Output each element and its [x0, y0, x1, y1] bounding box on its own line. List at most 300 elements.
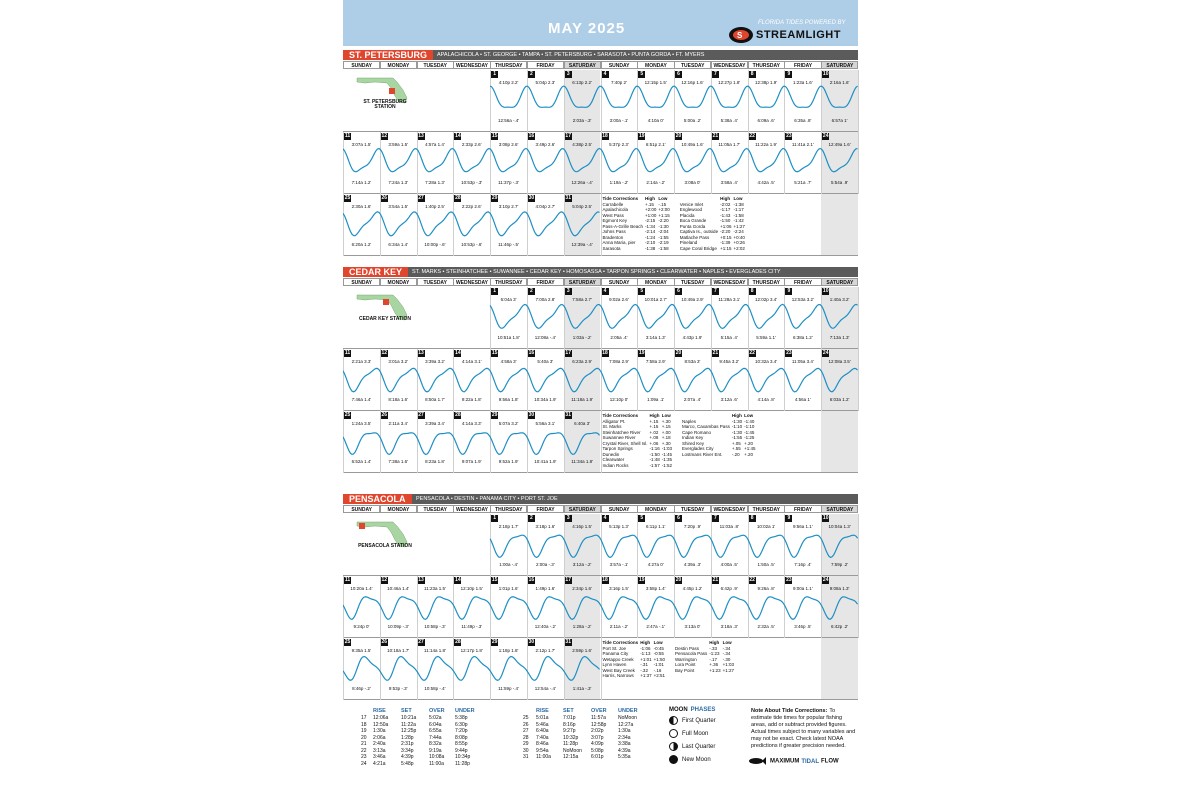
sun-moon-cell: 11:22a [401, 721, 416, 728]
low-tide: 4:43p 1.9' [682, 335, 703, 340]
sun-moon-cell: 3:07p [591, 734, 604, 741]
correction-cell: Bay Point [674, 667, 695, 673]
correction-cell: +1:15 [658, 212, 670, 218]
day-number: 8 [749, 71, 756, 78]
tide-corrections [603, 640, 737, 679]
day-number: 23 [786, 577, 792, 583]
day-number: 3 [565, 71, 572, 78]
low-tide: 10:00p -.6' [424, 242, 446, 247]
low-tide: 3:12a .6' [720, 397, 738, 402]
high-tide: 3:58p 1.4' [645, 586, 666, 591]
high-tide: 12:38p 1.9' [754, 80, 778, 85]
sun-moon-cell: 8:32a [429, 741, 442, 747]
sun-moon-cell: 10:21a [401, 715, 417, 721]
low-tide: 5:15a .4' [720, 335, 738, 340]
sun-moon-header: SET [563, 708, 574, 714]
day-number: 20 [675, 133, 682, 139]
correction-cell: +.55 [731, 446, 741, 451]
moon-phase-label: New Moon [682, 757, 711, 764]
day-number: 4 [602, 71, 609, 78]
correction-cell: Port St. Joe [602, 645, 627, 651]
sun-moon-cell: 28 [523, 734, 529, 741]
low-tide: 5:00a .2' [683, 118, 702, 123]
low-tide: 5:38a .4' [720, 118, 738, 123]
correction-cell: -1:24 [645, 234, 656, 240]
weekday-label: TUESDAY [674, 278, 711, 286]
tide-curve [343, 212, 600, 236]
weekday-label: SUNDAY [343, 505, 380, 513]
low-tide: 3:12a -.2' [572, 562, 592, 567]
correction-cell: +2:51 [653, 673, 665, 678]
high-tide: 4:57a 1.4' [425, 142, 445, 147]
weekday-label: SUNDAY [343, 278, 380, 286]
weekday-label: FRIDAY [527, 278, 564, 286]
sun-moon-cell: 19 [361, 728, 367, 734]
high-tide: 3:39a 3.4' [425, 421, 445, 426]
day-number: 20 [675, 577, 682, 583]
station-name: CEDAR KEY [343, 267, 408, 277]
tide-curve [343, 597, 858, 620]
sun-moon-cell: 9:27p [563, 728, 576, 734]
correction-cell: -1:13 [640, 651, 651, 656]
correction-cell: West Pass [602, 212, 624, 218]
correction-cell: +.15 [661, 424, 671, 429]
day-number: 19 [639, 350, 645, 356]
correction-row [603, 246, 672, 252]
florida-map [355, 518, 415, 558]
day-number: 28 [455, 412, 461, 418]
tide-curve [490, 535, 857, 557]
correction-cell: +1:37 [640, 673, 652, 678]
correction-cell: Dunedin [602, 451, 620, 457]
low-tide: 6:09a .6' [757, 118, 775, 123]
streamlight-logo-icon [728, 26, 754, 44]
correction-cell: Panama City [602, 651, 629, 656]
high-tide: 10:18a 1.7' [387, 648, 410, 653]
correction-cell: Bradenton [602, 234, 624, 240]
day-number: 6 [675, 71, 682, 78]
correction-cell: +.06 [649, 440, 659, 446]
low-tide: 3:18a .3' [720, 624, 738, 629]
weekday-label: FRIDAY [784, 278, 821, 286]
low-tide: 1:50a .5' [757, 562, 775, 567]
sun-moon-cell: 5:01a [536, 715, 549, 721]
sun-moon-cell: 3:46a [373, 754, 386, 760]
day-number: 20 [675, 350, 682, 356]
day-number: 13 [418, 350, 424, 356]
low-tide: 6:35a .8' [794, 118, 812, 123]
weekday-label: WEDNESDAY [711, 278, 748, 286]
corrections-title: Tide Corrections [602, 196, 639, 201]
tide-calendar-sheet [343, 0, 858, 800]
day-number: 17 [565, 577, 571, 583]
high-tide: 12:49a 1.6' [828, 142, 851, 147]
section-towns: PENSACOLA • DESTIN • PANAMA CITY • PORT ST. JOE [416, 496, 558, 502]
weekday-label: SATURDAY [564, 278, 601, 286]
correction-cell: -1:39 [720, 240, 731, 245]
sun-moon-cell: 30 [523, 747, 529, 754]
day-number: 9 [785, 71, 792, 78]
low-tide: 5:59a 1.1' [756, 335, 776, 340]
high-tide: 7:40p 2' [610, 80, 627, 85]
low-col-label: Low [661, 413, 671, 418]
correction-cell: Lostmans River Ent. [682, 451, 723, 457]
low-tide: 6:38a 1.2' [792, 335, 813, 340]
low-tide: 2:05a .4' [610, 335, 628, 340]
day-number: 14 [455, 577, 461, 583]
low-tide: 6:34a 1.4' [388, 242, 408, 247]
correction-cell: -1:23 [709, 651, 720, 656]
correction-cell: -1:40 [744, 418, 755, 424]
weekday-label: SUNDAY [601, 278, 638, 286]
day-number: 10 [822, 515, 829, 521]
correction-cell: -1:30 [731, 418, 743, 424]
correction-cell: -1:50 [720, 218, 731, 223]
correction-cell: -1:45 [744, 429, 755, 435]
low-tide: 12:54a -.4' [534, 686, 556, 691]
correction-cell: -2:04 [658, 229, 669, 234]
day-number: 26 [381, 412, 388, 418]
day-number: 22 [749, 577, 755, 583]
correction-cell: +.15 [649, 424, 659, 429]
sun-moon-cell: 9:54a [536, 747, 549, 754]
correction-cell: +.02 [649, 429, 659, 435]
high-tide: 2:34p 1.6' [572, 586, 592, 591]
sun-moon-panel [343, 706, 858, 800]
tide-section [343, 267, 858, 473]
correction-cell: +0:26 [733, 240, 745, 245]
correction-cell: +2:00 [645, 207, 657, 212]
sun-moon-cell: 11:00a [536, 754, 551, 760]
sun-moon-header: UNDER [618, 708, 638, 714]
sun-moon-cell: 9:44p [455, 747, 468, 754]
correction-cell: -1:58 [733, 212, 744, 218]
day-number: 17 [565, 133, 571, 139]
high-tide: 10:01a 2.7' [644, 297, 667, 302]
high-tide: 8:53a 3' [684, 359, 701, 364]
sun-moon-cell: 18 [361, 721, 367, 728]
correction-cell: Captiva Is., outside [679, 229, 719, 234]
low-tide: 10:58p -.4' [424, 686, 446, 691]
day-number: 17 [565, 350, 571, 356]
low-tide: 3:58a .4' [720, 180, 738, 185]
low-tide: 10:51a 1.8' [497, 335, 520, 340]
sun-moon-cell: 12:50a [373, 721, 389, 728]
weekday-label: THURSDAY [748, 505, 785, 513]
sun-moon-cell: 12:15a [563, 754, 579, 760]
day-divider [858, 70, 859, 132]
low-tide: 3:57a -.1' [609, 562, 629, 567]
moon-phase-icon [669, 755, 678, 764]
high-tide: 2:30a 1.6' [351, 204, 372, 209]
moon-phase-item [669, 755, 711, 765]
low-tide: 12:10p 0' [609, 397, 629, 402]
day-number: 10 [822, 71, 829, 77]
correction-cell: +1:01 [640, 656, 652, 662]
streamlight-logo [728, 26, 858, 44]
low-tide: 9:56a 1.8' [498, 397, 519, 402]
high-tide: 2:33p 2.6' [461, 142, 482, 147]
sun-moon-cell: 27 [523, 728, 529, 734]
day-number: 23 [786, 350, 792, 356]
low-tide: 10:58p -.3' [424, 624, 446, 629]
svg-text:S: S [737, 31, 743, 40]
high-tide: 4:58a 3' [500, 359, 517, 364]
correction-row [603, 673, 667, 679]
tide-grid [343, 287, 858, 473]
low-tide: 8:18a 1.6' [388, 397, 408, 402]
low-tide: 9:22a 1.8' [461, 397, 482, 402]
correction-cell: Marco, Caxambas Pass [682, 424, 730, 429]
low-tide: 11:34a 1.8' [571, 459, 593, 464]
correction-cell: Carrabelle [602, 201, 624, 207]
sun-moon-cell: 9:19a [429, 747, 442, 754]
high-tide: 9:26a .8' [757, 586, 775, 591]
correction-cell: -1:17 [733, 207, 744, 212]
low-tide: 12:56a -.4' [497, 118, 520, 123]
tide-grid [343, 70, 858, 256]
correction-cell: Alligator Pt. [602, 418, 626, 424]
weekday-label: SUNDAY [601, 61, 638, 69]
weekday-label: TUESDAY [417, 505, 454, 513]
high-tide: 7:20p .9' [683, 524, 702, 529]
sun-moon-cell: 7:44a [429, 734, 442, 741]
correction-cell: +1:45 [744, 446, 756, 451]
high-tide: 4:38p 2.5' [572, 142, 592, 147]
fish-icon [748, 757, 766, 765]
sun-moon-cell: 10:34p [455, 754, 471, 760]
correction-cell: -1:52 [661, 462, 673, 468]
sun-moon-cell: 12:06a [373, 715, 389, 721]
low-col-label: Low [744, 413, 754, 418]
correction-cell: -1:38 [645, 245, 656, 251]
correction-cell: -1:30 [658, 223, 669, 229]
moon-phase-item [669, 716, 716, 726]
correction-cell: -2:19 [658, 240, 669, 245]
sun-moon-cell: 3:34p [401, 747, 414, 754]
weekday-label: THURSDAY [748, 278, 785, 286]
high-tide: 1:49p 1.6' [535, 586, 556, 591]
day-number: 25 [344, 639, 351, 645]
tide-section [343, 50, 858, 256]
sun-moon-header: RISE [536, 708, 549, 714]
high-tide: 4:10p 2.2' [498, 80, 519, 85]
moon-phase-label: First Quarter [682, 718, 716, 725]
high-tide: 3:59a 1.5' [388, 142, 408, 147]
correction-cell: Destin Pass [674, 645, 699, 651]
day-number: 7 [712, 515, 719, 522]
tide-section [343, 494, 858, 700]
high-tide: 4:14a 3.1' [461, 359, 482, 364]
day-number: 16 [528, 350, 535, 356]
day-number: 25 [344, 195, 351, 201]
correction-cell: Apalachicola [602, 207, 629, 212]
high-col-label: High [709, 640, 720, 645]
correction-cell: +2:00 [658, 207, 670, 212]
tide-correction-note [751, 708, 856, 750]
day-number: 15 [491, 350, 498, 356]
high-tide: 1:18p 1.8' [498, 648, 519, 653]
high-tide: 10:20a 1.4' [350, 586, 373, 591]
sun-moon-cell: 7:01p [563, 715, 576, 721]
correction-cell: -1:06 [640, 645, 651, 651]
moon-phase-item [669, 742, 715, 752]
high-tide: 9:45a 3.2' [719, 359, 740, 364]
high-tide: 6:13p 2.2' [572, 80, 592, 85]
station-label: CEDAR KEY STATION [359, 316, 411, 322]
low-tide: 9:52a 1.9' [498, 459, 519, 464]
correction-cell: Shired Key [682, 440, 705, 446]
sun-moon-cell: 5:35a [618, 754, 631, 760]
low-tide: 7:16p .4' [794, 562, 812, 567]
correction-cell: -2:14 [645, 229, 656, 234]
correction-cell: Placida [679, 212, 695, 218]
correction-cell: +.00 [661, 429, 671, 435]
weekday-label: SUNDAY [601, 505, 638, 513]
florida-map [355, 74, 415, 114]
high-tide: 6:40a 3' [574, 421, 591, 426]
day-divider [858, 514, 859, 576]
sun-moon-cell: NoMoon [563, 747, 582, 754]
tide-curve [343, 368, 858, 392]
correction-cell: Matlache Pass [679, 234, 710, 240]
high-tide: 6:11p 1.1' [646, 524, 666, 529]
section-header [343, 50, 858, 60]
day-number: 24 [822, 350, 829, 356]
day-number: 2 [528, 288, 535, 295]
correction-cell: Crystal River, Shell Isl. [602, 440, 648, 446]
weekday-label: SATURDAY [821, 278, 858, 286]
low-tide: 7:14a 1.2' [351, 180, 372, 185]
high-tide: 3:07a 1.5' [351, 142, 372, 147]
correction-cell: -1:35 [661, 457, 673, 462]
correction-cell: +2:02 [733, 245, 745, 251]
weekday-label: FRIDAY [784, 505, 821, 513]
sun-moon-cell: 11:28p [563, 741, 578, 747]
moon-phase-label: Full Moon [682, 731, 709, 738]
high-tide: 7:58a 2.9' [645, 359, 666, 364]
day-number: 30 [528, 639, 535, 645]
low-tide: 3:08a 0' [684, 180, 701, 185]
correction-cell: +.30 [661, 418, 671, 424]
low-tide: 9:53p -.3' [388, 686, 408, 691]
correction-cell: Punta Gorda [679, 223, 706, 229]
low-tide: 7:28a 1.3' [425, 180, 445, 185]
low-tide: 11:18a 1.9' [571, 397, 593, 402]
moon-phase-label: Last Quarter [682, 744, 716, 751]
low-tide: 6:52a 1.4' [351, 459, 372, 464]
day-number: 9 [785, 288, 792, 295]
correction-cell: -1:16 [649, 446, 660, 451]
moon-phase-icon [669, 742, 678, 751]
high-tide: 11:22a 1.9' [755, 142, 777, 147]
high-tide: 1:40p 2.5' [425, 204, 445, 209]
high-tide: 7:08a 2.9' [609, 359, 629, 364]
day-number: 11 [344, 133, 351, 139]
low-tide: 1:41a -.3' [572, 686, 592, 691]
low-col-label: Low [653, 640, 663, 645]
correction-cell: -.16 [653, 667, 662, 673]
correction-cell: -1:55 [731, 435, 743, 440]
sun-moon-cell: 6:01p [591, 754, 604, 760]
high-tide: 12:17p 1.8' [460, 648, 483, 653]
low-tide: 2:14a -.2' [646, 180, 665, 185]
correction-cell: +1:15 [720, 245, 732, 251]
weekday-label: FRIDAY [784, 61, 821, 69]
sun-moon-cell: 8:46a [536, 741, 549, 747]
high-tide: 3:08p 2.6' [498, 142, 519, 147]
correction-cell: -1:57 [649, 462, 660, 468]
sun-moon-cell: 21 [361, 741, 367, 747]
low-tide: 8:23a 1.8' [425, 459, 445, 464]
high-tide: 2:12p 1.7' [535, 648, 556, 653]
weekday-label: WEDNESDAY [711, 61, 748, 69]
section-header [343, 267, 858, 277]
station-name: PENSACOLA [343, 494, 412, 504]
day-number: 18 [602, 350, 608, 356]
weekday-label: SATURDAY [564, 61, 601, 69]
high-tide: 6:23a 2.9' [572, 359, 592, 364]
low-tide: 7:24a 1.3' [388, 180, 408, 185]
moon-phase-item [669, 729, 708, 739]
correction-cell: Venice Inlet [679, 201, 704, 207]
correction-cell: West Bay Creek [602, 667, 635, 673]
day-number: 8 [749, 515, 756, 522]
correction-cell: Wetappo Creek [602, 656, 634, 662]
low-tide: 2:32a .5' [757, 624, 775, 629]
sun-moon-header: OVER [591, 708, 607, 714]
sun-moon-cell: 6:30p [455, 721, 468, 728]
day-number: 27 [418, 412, 424, 418]
correction-cell: Lora Point [674, 662, 696, 667]
day-number: 29 [491, 639, 498, 645]
note-body: To estimate tide times for popular fishing areas, add or subtract provided figures. Actual times subject to many variables and may not be exact. Check latest NOAA predictions if greater precision needed. [751, 708, 856, 749]
high-tide: 1:01p 1.6' [498, 586, 519, 591]
correction-cell: -2:10 [645, 240, 656, 245]
correction-cell: -0:55 [653, 651, 664, 656]
high-tide: 4:04p 2.7' [535, 204, 556, 209]
correction-cell: -1:34 [645, 223, 656, 229]
day-number: 29 [491, 412, 498, 418]
high-tide: 12:15p 1.5' [644, 80, 667, 85]
high-tide: 3:39a 3.2' [425, 359, 445, 364]
correction-cell: -1:42 [733, 218, 744, 223]
day-number: 11 [344, 577, 351, 583]
weekday-label: THURSDAY [748, 61, 785, 69]
day-number: 9 [785, 515, 792, 522]
low-tide: 7:46a 1.4' [351, 397, 372, 402]
weekday-label: TUESDAY [417, 61, 454, 69]
high-col-label: High [720, 196, 731, 201]
correction-cell: -.33 [709, 645, 718, 651]
day-number: 22 [749, 133, 755, 139]
correction-cell: +.20 [744, 440, 753, 446]
weekday-label: MONDAY [637, 505, 674, 513]
weekday-label: MONDAY [380, 505, 417, 513]
sun-moon-header: OVER [429, 708, 445, 714]
correction-row [680, 246, 747, 252]
day-number: 28 [455, 639, 461, 645]
day-number: 14 [455, 133, 461, 139]
low-tide: 11:37p -.3' [498, 180, 519, 185]
high-tide: 5:13p 1.3' [609, 524, 629, 529]
day-number: 6 [675, 515, 682, 522]
sun-moon-cell: 20 [361, 734, 367, 741]
high-tide: 5:07a 3.2' [498, 421, 519, 426]
correction-cell: Cape Coral Bridge [679, 245, 717, 251]
sun-moon-cell: 4:39a [618, 747, 631, 754]
correction-cell: +.20 [744, 451, 753, 457]
